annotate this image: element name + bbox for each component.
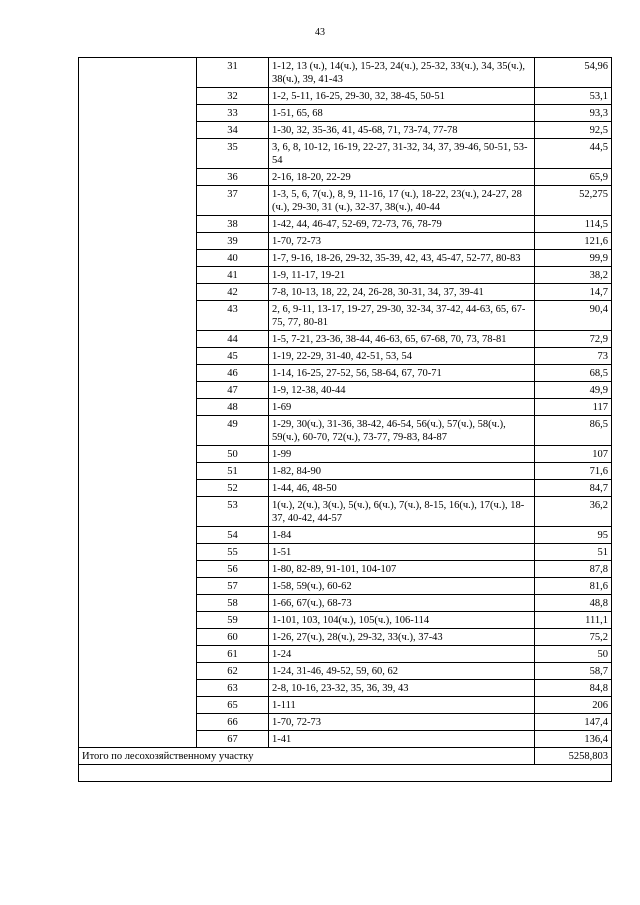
quarter-number-cell: 44 [197,331,269,348]
allotment-numbers-cell: 1-66, 67(ч.), 68-73 [269,595,535,612]
area-cell: 90,4 [535,301,612,331]
quarter-number-cell: 41 [197,267,269,284]
quarter-number-cell: 51 [197,463,269,480]
allotment-numbers-cell: 1-58, 59(ч.), 60-62 [269,578,535,595]
forest-quarters-table [78,57,612,782]
page-number: 43 [315,27,325,38]
allotment-numbers-cell: 1-69 [269,399,535,416]
allotment-numbers-cell: 2-8, 10-16, 23-32, 35, 36, 39, 43 [269,680,535,697]
quarter-number-cell: 34 [197,122,269,139]
total-value: 5258,803 [535,748,612,765]
quarter-number-cell: 49 [197,416,269,446]
allotment-numbers-cell: 1-42, 44, 46-47, 52-69, 72-73, 76, 78-79 [269,216,535,233]
area-cell: 38,2 [535,267,612,284]
allotment-numbers-cell: 1-5, 7-21, 23-36, 38-44, 46-63, 65, 67-68, 70, 73, 78-81 [269,331,535,348]
allotment-numbers-cell: 1-24 [269,646,535,663]
area-cell: 95 [535,527,612,544]
area-cell: 72,9 [535,331,612,348]
allotment-numbers-cell: 1-19, 22-29, 31-40, 42-51, 53, 54 [269,348,535,365]
area-cell: 65,9 [535,169,612,186]
allotment-numbers-cell: 7-8, 10-13, 18, 22, 24, 26-28, 30-31, 34, 37, 39-41 [269,284,535,301]
allotment-numbers-cell: 1(ч.), 2(ч.), 3(ч.), 5(ч.), 6(ч.), 7(ч.), 8-15, 16(ч.), 17(ч.), 18-37, 40-42, 44-57 [269,497,535,527]
area-cell: 93,3 [535,105,612,122]
quarter-number-cell: 31 [197,58,269,88]
allotment-numbers-cell: 1-24, 31-46, 49-52, 59, 60, 62 [269,663,535,680]
quarter-number-cell: 43 [197,301,269,331]
area-cell: 147,4 [535,714,612,731]
quarter-number-cell: 35 [197,139,269,169]
quarter-number-cell: 60 [197,629,269,646]
area-cell: 107 [535,446,612,463]
quarter-number-cell: 38 [197,216,269,233]
allotment-numbers-cell: 1-101, 103, 104(ч.), 105(ч.), 106-114 [269,612,535,629]
area-cell: 54,96 [535,58,612,88]
area-cell: 36,2 [535,497,612,527]
district-cell [79,58,197,748]
area-cell: 99,9 [535,250,612,267]
quarter-number-cell: 40 [197,250,269,267]
table-row [79,58,612,88]
allotment-numbers-cell: 1-29, 30(ч.), 31-36, 38-42, 46-54, 56(ч.), 57(ч.), 58(ч.), 59(ч.), 60-70, 72(ч.), 73-77, 79-83, 84-87 [269,416,535,446]
quarter-number-cell: 55 [197,544,269,561]
area-cell: 114,5 [535,216,612,233]
allotment-numbers-cell: 1-9, 11-17, 19-21 [269,267,535,284]
area-cell: 50 [535,646,612,663]
allotment-numbers-cell: 1-82, 84-90 [269,463,535,480]
quarter-number-cell: 37 [197,186,269,216]
allotment-numbers-cell: 1-84 [269,527,535,544]
allotment-numbers-cell: 1-7, 9-16, 18-26, 29-32, 35-39, 42, 43, 45-47, 52-77, 80-83 [269,250,535,267]
area-cell: 84,7 [535,480,612,497]
total-row [79,748,612,765]
total-label: Итого по лесохозяйственному участку [79,748,535,765]
allotment-numbers-cell: 1-30, 32, 35-36, 41, 45-68, 71, 73-74, 77-78 [269,122,535,139]
quarter-number-cell: 36 [197,169,269,186]
area-cell: 117 [535,399,612,416]
allotment-numbers-cell: 1-111 [269,697,535,714]
quarter-number-cell: 53 [197,497,269,527]
area-cell: 84,8 [535,680,612,697]
allotment-numbers-cell: 2, 6, 9-11, 13-17, 19-27, 29-30, 32-34, 37-42, 44-63, 65, 67-75, 77, 80-81 [269,301,535,331]
area-cell: 48,8 [535,595,612,612]
allotment-numbers-cell: 1-99 [269,446,535,463]
area-cell: 58,7 [535,663,612,680]
quarter-number-cell: 54 [197,527,269,544]
area-cell: 73 [535,348,612,365]
quarter-number-cell: 58 [197,595,269,612]
quarter-number-cell: 65 [197,697,269,714]
empty-cell [79,765,612,782]
allotment-numbers-cell: 1-41 [269,731,535,748]
allotment-numbers-cell: 3, 6, 8, 10-12, 16-19, 22-27, 31-32, 34, 37, 39-46, 50-51, 53-54 [269,139,535,169]
quarter-number-cell: 42 [197,284,269,301]
allotment-numbers-cell: 1-26, 27(ч.), 28(ч.), 29-32, 33(ч.), 37-43 [269,629,535,646]
area-cell: 53,1 [535,88,612,105]
area-cell: 81,6 [535,578,612,595]
allotment-numbers-cell: 1-12, 13 (ч.), 14(ч.), 15-23, 24(ч.), 25-32, 33(ч.), 34, 35(ч.), 38(ч.), 39, 41-43 [269,58,535,88]
allotment-numbers-cell: 2-16, 18-20, 22-29 [269,169,535,186]
allotment-numbers-cell: 1-51 [269,544,535,561]
quarter-number-cell: 57 [197,578,269,595]
quarter-number-cell: 67 [197,731,269,748]
empty-row [79,765,612,782]
allotment-numbers-cell: 1-44, 46, 48-50 [269,480,535,497]
quarter-number-cell: 56 [197,561,269,578]
area-cell: 86,5 [535,416,612,446]
area-cell: 136,4 [535,731,612,748]
allotment-numbers-cell: 1-70, 72-73 [269,233,535,250]
table-body [79,58,612,782]
quarter-number-cell: 45 [197,348,269,365]
area-cell: 111,1 [535,612,612,629]
allotment-numbers-cell: 1-80, 82-89, 91-101, 104-107 [269,561,535,578]
allotment-numbers-cell: 1-3, 5, 6, 7(ч.), 8, 9, 11-16, 17 (ч.), 18-22, 23(ч.), 24-27, 28 (ч.), 29-30, 31 (ч.), 32-37, 38(ч.), 40-44 [269,186,535,216]
allotment-numbers-cell: 1-9, 12-38, 40-44 [269,382,535,399]
quarter-number-cell: 33 [197,105,269,122]
area-cell: 75,2 [535,629,612,646]
area-cell: 49,9 [535,382,612,399]
quarter-number-cell: 63 [197,680,269,697]
quarter-number-cell: 59 [197,612,269,629]
allotment-numbers-cell: 1-51, 65, 68 [269,105,535,122]
area-cell: 51 [535,544,612,561]
area-cell: 68,5 [535,365,612,382]
quarter-number-cell: 47 [197,382,269,399]
area-cell: 206 [535,697,612,714]
allotment-numbers-cell: 1-2, 5-11, 16-25, 29-30, 32, 38-45, 50-51 [269,88,535,105]
area-cell: 92,5 [535,122,612,139]
quarter-number-cell: 52 [197,480,269,497]
quarter-number-cell: 50 [197,446,269,463]
allotment-numbers-cell: 1-14, 16-25, 27-52, 56, 58-64, 67, 70-71 [269,365,535,382]
quarter-number-cell: 61 [197,646,269,663]
quarter-number-cell: 39 [197,233,269,250]
area-cell: 121,6 [535,233,612,250]
quarter-number-cell: 48 [197,399,269,416]
allotment-numbers-cell: 1-70, 72-73 [269,714,535,731]
quarter-number-cell: 66 [197,714,269,731]
area-cell: 87,8 [535,561,612,578]
quarter-number-cell: 46 [197,365,269,382]
quarter-number-cell: 62 [197,663,269,680]
area-cell: 52,275 [535,186,612,216]
quarter-number-cell: 32 [197,88,269,105]
area-cell: 71,6 [535,463,612,480]
area-cell: 14,7 [535,284,612,301]
area-cell: 44,5 [535,139,612,169]
